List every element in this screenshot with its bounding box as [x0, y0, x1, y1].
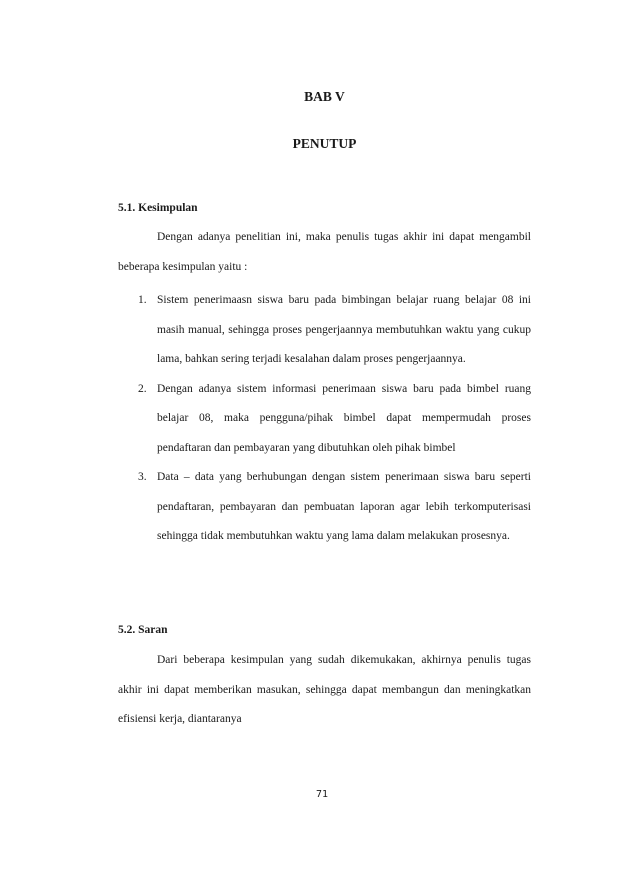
section-intro-saran: Dari beberapa kesimpulan yang sudah dikemukakan, akhirnya penulis tugas akhir ini dapat memberikan masukan, sehingga dapat membangun dan meningkatkan efisiensi kerja, diantaranya — [118, 654, 531, 725]
list-item — [118, 375, 531, 464]
list-item-number: 2. — [138, 382, 147, 395]
list-item-number: 1. — [138, 294, 147, 306]
list-item-number: 3. — [138, 471, 147, 483]
conclusion-list — [118, 286, 531, 552]
section-title-saran: 5.2. Saran — [118, 624, 168, 636]
list-item-text: Dengan adanya sistem informasi penerimaan siswa baru pada bimbel ruang belajar 08, maka pengguna/pihak bimbel dapat mempermudah proses pendaftaran dan pembayaran yang dibutuhkan oleh pihak bimbel — [157, 382, 531, 454]
chapter-title: PENUTUP — [292, 136, 357, 151]
list-item — [118, 463, 531, 552]
list-item-text: Data – data yang berhubungan dengan sistem penerimaan siswa baru seperti pendaftaran, pembayaran dan pembuatan laporan agar lebih terkomputerisasi sehingga tidak membutuhkan waktu yang lama dalam melakukan prosesnya. — [157, 471, 531, 542]
list-item-text: Sistem penerimaasn siswa baru pada bimbingan belajar ruang belajar 08 ini masih manual, sehingga proses pengerjaannya membutuhkan waktu yang cukup lama, bahkan sering terjadi kesalahan dalam proses pengerjaannya. — [157, 294, 531, 365]
section-intro-kesimpulan: Dengan adanya penelitian ini, maka penulis tugas akhir ini dapat mengambil beberapa kesimpulan yaitu : — [118, 231, 531, 273]
page-number: 71 — [315, 789, 329, 800]
chapter-label: BAB V — [304, 89, 345, 104]
list-item — [118, 286, 531, 375]
section-title-kesimpulan: 5.1. Kesimpulan — [118, 202, 198, 214]
